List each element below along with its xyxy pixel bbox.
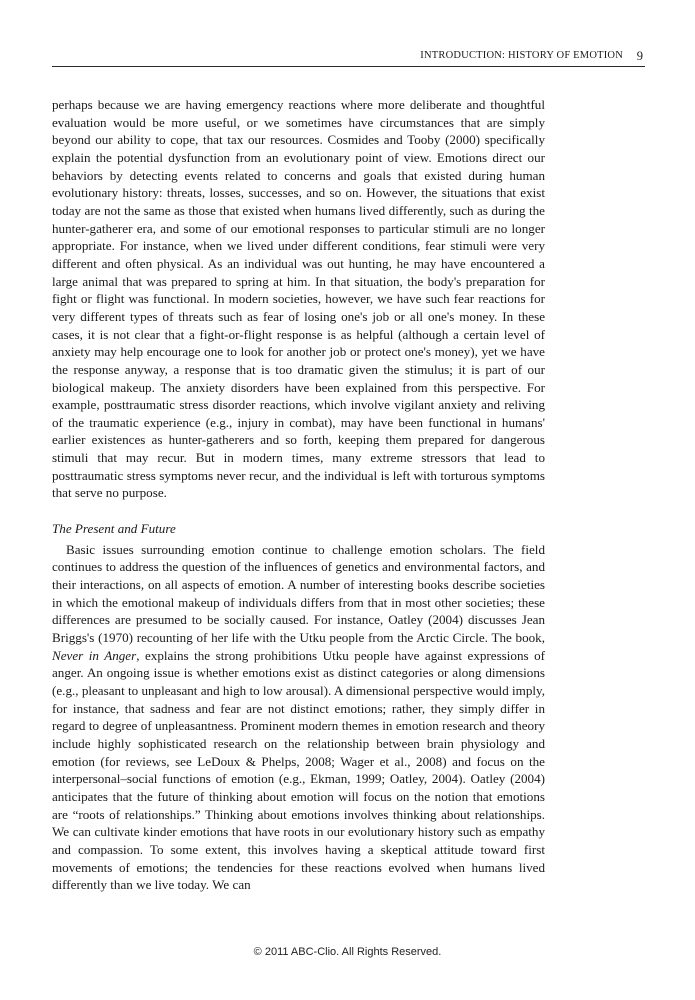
page-number: 9 (636, 49, 643, 63)
running-header (52, 48, 645, 67)
running-title: INTRODUCTION: HISTORY OF EMOTION (420, 50, 623, 61)
copyright-footer: © 2011 ABC-Clio. All Rights Reserved. (253, 946, 442, 958)
book-title: Never in Anger (52, 647, 137, 663)
paragraph-text: , explains the strong prohibitions Utku people have against expressions of anger. An ongoing issue is whether emotions exist as distinct categories or along dimensions (e.g., pleasant to unpleasant and high to low arousal). A dimensional perspective would imply, for instance, that sadness and fear are not distinct emotions; rather, they simply differ in regard to degree of unpleasantness. Prominent modern themes in emotion research and theory include highly sophisticated research on the relationship between brain physiology and emotion (for reviews, see LeDoux & Phelps, 2008; Wager et al., 2008) and focus on the interpersonal–social functions of emotion (e.g., Ekman, 1999; Oatley, 2004). Oatley (2004) anticipates that the future of thinking about emotion will focus on the notion that emotions are “roots of relationships.” Thinking about emotions involves thinking about relationships. We can cultivate kinder emotions that have roots in our evolutionary history such as empathy and compassion. To some extent, this involves having a skeptical attitude toward first movements of emotions; the tendencies for these reactions evolved when humans lived differently than we live today. We can (52, 647, 546, 893)
paragraph-text: Basic issues surrounding emotion continue to challenge emotion scholars. The field continues to address the question of the influences of genetics and environmental factors, and their interactions, on all aspects of emotion. A number of interesting books describe societies in which the emotional makeup of individuals differs from that in most other societies; these differences are presumed to be socially caused. For instance, Oatley (2004) discusses Jean Briggs's (1970) recounting of her life with the Utku people from the Arctic Circle. The book, (52, 541, 545, 646)
section-heading: The Present and Future (52, 521, 176, 537)
page-body (52, 96, 545, 894)
body-paragraph: perhaps because we are having emergency reactions where more deliberate and thoughtful evaluation would be more useful, or we sometimes have circumstances that are simply beyond our ability to cope, that tax our resources. Cosmides and Tooby (2000) specifically explain the potential dysfunction from an evolutionary point of view. Emotions direct our behaviors by detecting events related to concerns and goals that existed during human evolutionary history: threats, losses, successes, and so on. However, the situations that exist today are not the same as those that existed when humans lived differently, such as during the hunter-gatherer era, and some of our emotional responses to particular stimuli are no longer appropriate. For instance, when we lived under different conditions, fear stimuli were very different and often physical. As an individual was out hunting, he may have encountered a large animal that was prepared to spring at him. In that situation, the body's preparation for fight or flight was functional. In modern societies, however, we have such fear reactions for very different types of threats such as fear of losing one's job or all one's money. In these cases, it is not clear that a fight-or-flight response is as helpful (although a certain level of anxiety may help encourage one to look for another job or protect one's money), yet we have the response anyway, a response that is too dramatic given the stimulus; it is part of our biological makeup. The anxiety disorders have been explained from this perspective. For example, posttraumatic stress disorder reactions, which involve vigilant anxiety and reliving of the traumatic experience (e.g., injury in combat), may have been functional in humans' earlier existences as hunter-gatherers and so forth, keeping them prepared for dangerous stimuli that may recur. But in modern times, many extreme stressors that lead to posttraumatic stress symptoms never recur, and the individual is left with torturous symptoms that serve no purpose. (52, 97, 545, 501)
body-paragraph (52, 541, 545, 894)
